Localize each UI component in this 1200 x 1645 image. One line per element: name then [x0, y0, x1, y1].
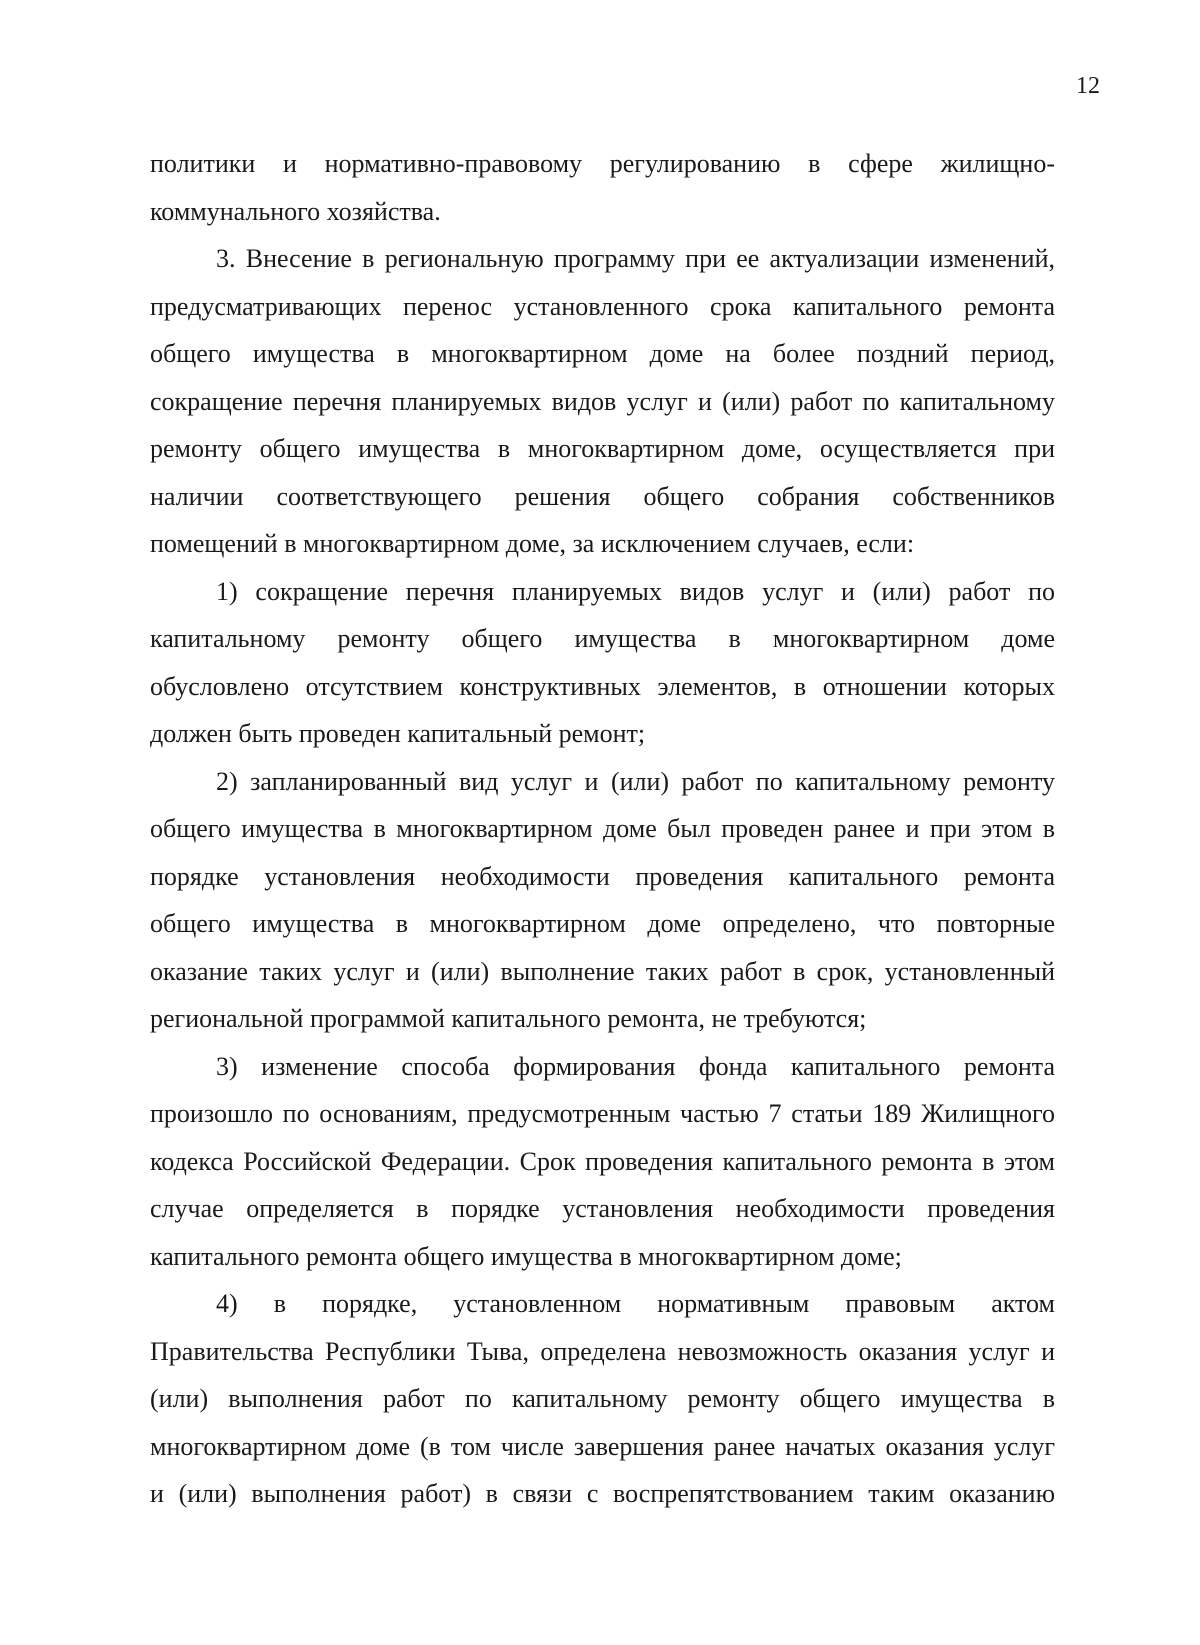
text-line: 1) сокращение перечня планируемых видов услуг и (или) работ по [216, 576, 1055, 606]
page-number: 12 [1076, 73, 1100, 99]
text-line: оказание таких услуг и (или) выполнение таких работ в срок, установленный [150, 956, 1055, 986]
text-line: 4) в порядке, установленном нормативным правовым актом [216, 1289, 1055, 1318]
text-line: 3. Внесение в региональную программу при ее актуализации изменений, [216, 244, 1055, 273]
text-line: предусматривающих перенос установленного срока капитального ремонта [150, 291, 1055, 321]
document-body [150, 140, 1055, 1518]
text-line: капитального ремонта общего имущества в многоквартирном доме; [150, 1241, 902, 1271]
text-line: многоквартирном доме (в том числе завершения ранее начатых оказания услуг [150, 1431, 1055, 1461]
text-line: (или) выполнения работ по капитальному ремонту общего имущества в [150, 1384, 1055, 1413]
text-line: общего имущества в многоквартирном доме был проведен ранее и при этом в [150, 814, 1055, 843]
text-line: капитальному ремонту общего имущества в многоквартирном доме [150, 624, 1055, 653]
text-line: Правительства Республики Тыва, определена невозможность оказания услуг и [150, 1336, 1055, 1366]
text-line: кодекса Российской Федерации. Срок проведения капитального ремонта в этом [150, 1146, 1055, 1176]
text-line: коммунального хозяйства. [150, 196, 441, 226]
text-line: порядке установления необходимости проведения капитального ремонта [150, 861, 1055, 891]
text-line: 3) изменение способа формирования фонда капитального ремонта [216, 1051, 1055, 1081]
text-line: ремонту общего имущества в многоквартирном доме, осуществляется при [150, 434, 1055, 463]
text-line: общего имущества в многоквартирном доме определено, что повторные [150, 909, 1055, 938]
text-line: должен быть проведен капитальный ремонт; [150, 719, 646, 748]
text-line: региональной программой капитального ремонта, не требуются; [150, 1004, 867, 1033]
text-line: случае определяется в порядке установления необходимости проведения [150, 1194, 1055, 1223]
text-line: и (или) выполнения работ) в связи с воспрепятствованием таким оказанию [150, 1479, 1055, 1508]
text-line: общего имущества в многоквартирном доме на более поздний период, [150, 339, 1055, 368]
text-line: помещений в многоквартирном доме, за исключением случаев, если: [150, 529, 915, 558]
text-line: произошло по основаниям, предусмотренным частью 7 статьи 189 Жилищного [150, 1099, 1055, 1128]
text-line: наличии соответствующего решения общего собрания собственников [150, 481, 1055, 511]
text-line: обусловлено отсутствием конструктивных элементов, в отношении которых [150, 671, 1055, 701]
text-line: 2) запланированный вид услуг и (или) работ по капитальному ремонту [216, 766, 1055, 796]
text-line: сокращение перечня планируемых видов услуг и (или) работ по капитальному [150, 386, 1055, 416]
text-line: политики и нормативно-правовому регулированию в сфере жилищно- [150, 149, 1055, 178]
